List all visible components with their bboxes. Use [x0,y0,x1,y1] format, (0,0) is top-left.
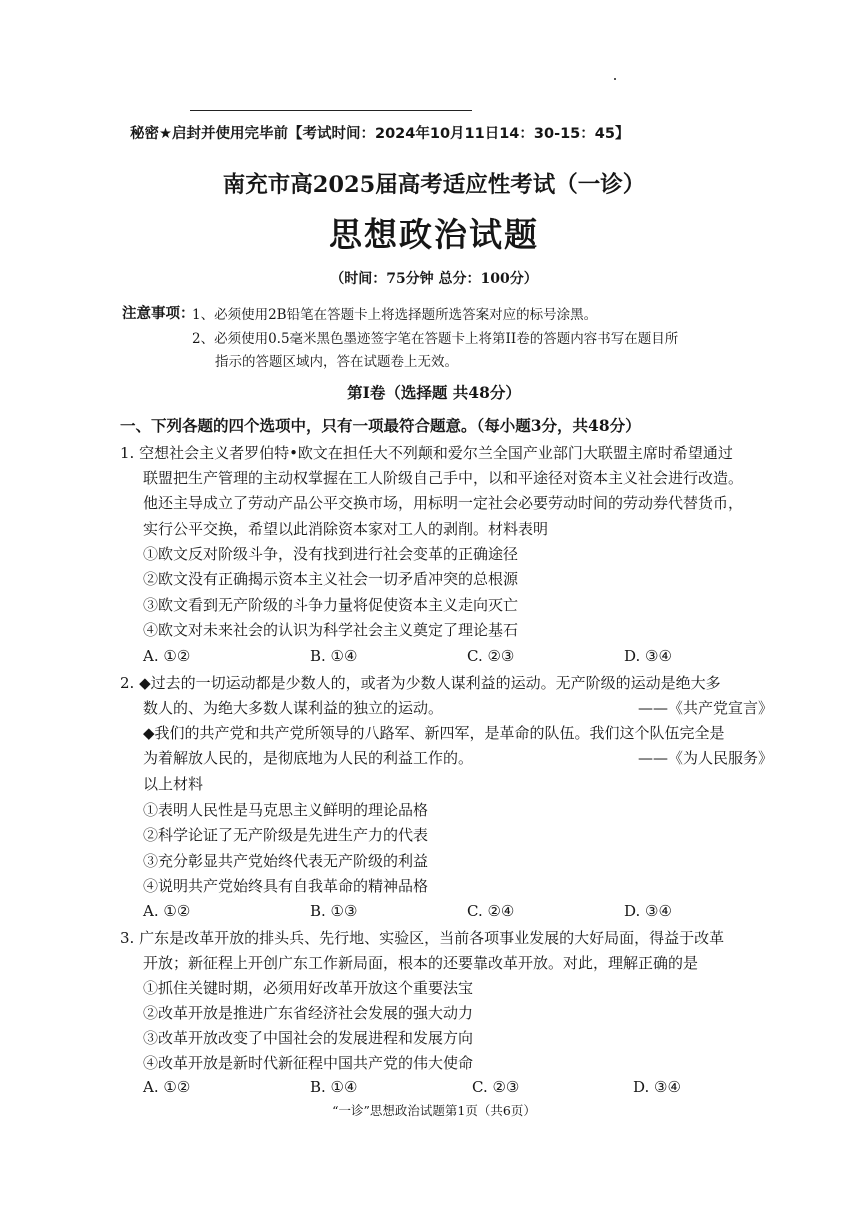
statement-1: ①抓住关键时期，必须用好改革开放这个重要法宝 [143,979,474,997]
exam-title: 南充市高2025届高考适应性考试（一诊） [222,172,646,198]
notice-item-1: 1、必须使用2B铅笔在答题卡上将选择题所选答案对应的标号涂黑。 [192,307,598,323]
question-stem-line: 3. 广东是改革开放的排头兵、先行地、实验区，当前各项事业发展的大好局面，得益于改革 [120,929,725,947]
statement-3: ③改革开放改变了中国社会的发展进程和发展方向 [143,1029,474,1047]
question-stem-line: 开放；新征程上开创广东工作新局面，根本的还要靠改革开放。对此，理解正确的是 [143,954,699,972]
question-stem-line: 1. 空想社会主义者罗伯特•欧文在担任大不列颠和爱尔兰全国产业部门大联盟主席时希望通过 [120,444,733,462]
quote-line: 数人的、为绝大多数人谋利益的独立的运动。 [143,699,444,717]
option-a: A. ①② [143,902,191,920]
notice-item-2: 2、必须使用0.5毫米黑色墨迹签字笔在答题卡上将第II卷的答题内容书写在题目所 [192,331,679,347]
statement-2: ②改革开放是推进广东省经济社会发展的强大动力 [143,1004,474,1022]
scan-speck [614,78,616,80]
quote-line: 为着解放人民的，是彻底地为人民的利益工作的。 [143,749,474,767]
statement-1: ①表明人民性是马克思主义鲜明的理论品格 [143,801,429,819]
option-d: D. ③④ [624,647,672,665]
subject-title: 思想政治试题 [329,215,539,254]
option-a: A. ①② [143,1078,191,1096]
option-b: B. ①④ [310,1078,358,1096]
header-rule [190,110,472,111]
statement-4: ④改革开放是新时代新征程中国共产党的伟大使命 [143,1054,474,1072]
part-title: 第I卷（选择题 共48分） [347,383,521,402]
quote-line: 2. ◆过去的一切运动都是少数人的，或者为少数人谋利益的运动。无产阶级的运动是绝大多 [120,674,721,692]
quote-line: ◆我们的共产党和共产党所领导的八路军、新四军，是革命的队伍。我们这个队伍完全是 [143,724,725,742]
option-d: D. ③④ [624,902,672,920]
statement-2: ②欧文没有正确揭示资本主义社会一切矛盾冲突的总根源 [143,570,519,588]
statement-4: ④说明共产党始终具有自我革命的精神品格 [143,877,429,895]
statement-4: ④欧文对未来社会的认识为科学社会主义奠定了理论基石 [143,621,519,639]
option-c: C. ②④ [467,902,515,920]
question-stem-line: 联盟把生产管理的主动权掌握在工人阶级自己手中，以和平途径对资本主义社会进行改造。 [143,469,744,487]
statement-2: ②科学论证了无产阶级是先进生产力的代表 [143,826,429,844]
quote-source: ——《为人民服务》 [638,749,774,767]
quote-source: ——《共产党宣言》 [638,699,774,717]
option-c: C. ②③ [467,647,515,665]
question-lead: 以上材料 [143,775,204,793]
notice-item-2-cont: 指示的答题区域内，答在试题卷上无效。 [215,354,458,370]
notice-label: 注意事项： [122,305,195,322]
statement-3: ③充分彰显共产党始终代表无产阶级的利益 [143,852,429,870]
page-footer: “一诊”思想政治试题第1页（共6页） [332,1103,536,1118]
option-a: A. ①② [143,647,191,665]
secret-line: 秘密★启封并使用完毕前【考试时间：2024年10月11日14：30-15：45】 [130,126,630,142]
option-b: B. ①③ [310,902,358,920]
option-d: D. ③④ [633,1078,681,1096]
time-info: （时间：75分钟 总分：100分） [330,271,538,287]
question-stem-line: 他还主导成立了劳动产品公平交换市场，用标明一定社会必要劳动时间的劳动券代替货币， [143,494,744,512]
section-heading: 一、下列各题的四个选项中，只有一项最符合题意。（每小题3分，共48分） [120,416,641,435]
option-b: B. ①④ [310,647,358,665]
statement-3: ③欧文看到无产阶级的斗争力量将促使资本主义走向灭亡 [143,596,519,614]
statement-1: ①欧文反对阶级斗争，没有找到进行社会变革的正确途径 [143,545,519,563]
question-stem-line: 实行公平交换，希望以此消除资本家对工人的剥削。材料表明 [143,520,549,538]
option-c: C. ②③ [472,1078,520,1096]
